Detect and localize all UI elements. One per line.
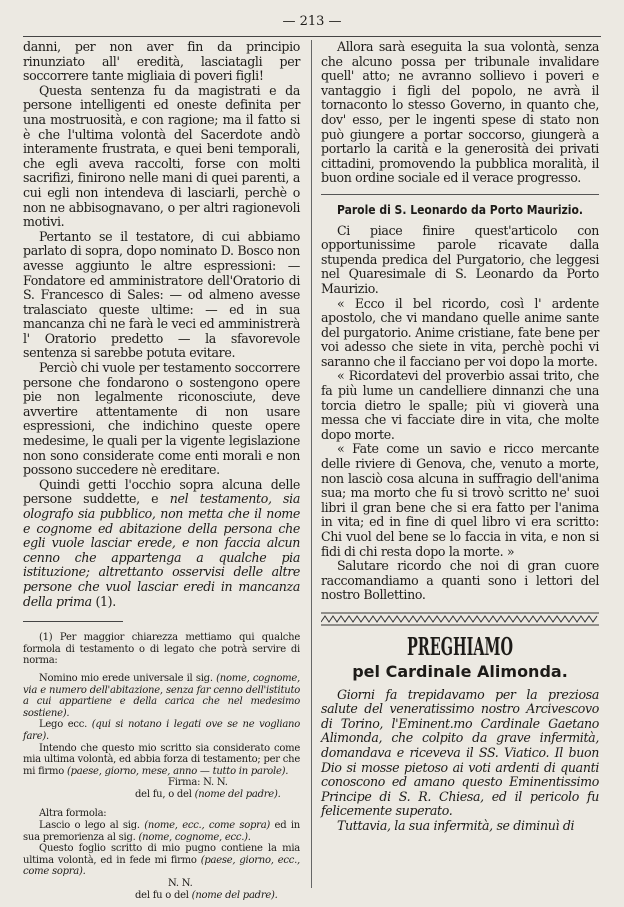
section-heading: Parole di S. Leonardo da Porto Maurizio.	[336, 202, 584, 217]
paragraph: « Ricordatevi del proverbio assai trito, che fa più lume un candelliere dinnanzi che una torcia dietro le spalle; più vi gioverà una messa che vi facciate dire in vita, che molte dopo morte.	[321, 368, 599, 442]
paragraph: « Fate come un savio e ricco mercante delle riviere di Genova, che, venuto a morte, non lasciò cosa alcuna in suffragio dell'anima sua; ma morto che fu si trovò scritto ne' suoi libri il gran bene che si era fatto per l'anima in vita; ed in fine di quel libro vi era scritto: Chi vuol del bene se lo faccia in vita, e non si fidi di chi resta dopo la morte. »	[321, 441, 599, 559]
text-span: Nomino mio erede universale il sig.	[39, 672, 217, 684]
section-rule	[321, 194, 599, 195]
italic-text: (nome, ecc., come sopra)	[144, 820, 271, 832]
header-rule	[23, 36, 601, 37]
formula-line	[23, 719, 300, 742]
italic-text: (nome del padre).	[191, 889, 278, 901]
footnote-ref: (1).	[91, 593, 116, 609]
text-span: Lascio o lego al sig.	[39, 820, 145, 832]
text-span: Quindi getti l'occhio sopra alcuna delle persone suddette, e	[23, 476, 300, 507]
formula-line	[23, 820, 300, 843]
paragraph: Allora sarà eseguita la sua volontà, senza che alcuno possa per tribunale invalidare quell' atto; ne avranno sollievo i poveri e vantaggio i figli del popolo, ne avrà il tornaconto lo stesso Governo, in quanto che, dov' esso, per le ingenti spese di stato non può giungere a portar soccorso, giungerà a portarlo la carità e la generosità dei privati cittadini, promovendo la pubblica moralità, il buon ordine sociale ed il verace progresso.	[321, 39, 599, 186]
right-column	[321, 40, 599, 834]
italic-text: (paese, giorno, mese, anno — tutto in parole).	[66, 765, 289, 777]
paragraph: Giorni fa trepidavamo per la preziosa salute del veneratissimo nostro Arcivescovo di Torino, l'Eminent.mo Cardinale Gaetano Alimonda, che colpito da grave infermità, domandava e riceveva il SS. Viatico. Il buon Dio si mosse pietoso ai voti ardenti di quanti conoscono ed amano questo Eminentissimo Principe di S. R. Chiesa, ed il pericolo fu felicemente superato.	[321, 686, 599, 819]
text-span: del fu o del	[135, 889, 192, 901]
text-span: del fu, o del	[135, 788, 195, 800]
italic-text: (nome, cognome, via e numero dell'abitazione, senza far cenno dell'istituto a cui appartiene e della carica che nel medesimo sostiene).	[23, 672, 300, 719]
paragraph: Questa sentenza fu da magistrati e da persone intelligenti ed oneste definita per una mostruosità, e con ragione; ma il fatto si è che l'ultima volontà del Sacerdote andò interamente frustrata, e quei beni temporali, che egli aveva raccolti, forse con molti sacrifizi, finirono nelle mani di quei parenti, a cui egli non intendeva di lasciarli, perchè o non ne abbisognavano, o per altri ragionevoli motivi.	[23, 82, 300, 230]
paragraph: Perciò chi vuole per testamento soccorrere persone che fondarono o sostengono opere pie non legalmente riconosciute, deve avvertire attentamente di non usare espressioni, che indichino queste opere medesime, le quali per la vigente legislazione non sono considerate come enti morali e non possono succedere nè ereditare.	[23, 360, 300, 478]
paragraph	[23, 478, 300, 609]
formula-line	[23, 843, 300, 878]
paragraph: Tuttavia, la sua infermità, se diminuì di	[337, 817, 575, 833]
italic-text: (nome del padre).	[194, 788, 281, 800]
paragraph: « Ecco il bel ricordo, così l' ardente apostolo, che vi mandano quelle anime sante del purgatorio. Anime cristiane, fate bene per voi adesso che siete in vita, perchè pochi vi saranno che il facciano per voi dopo la morte.	[321, 295, 599, 369]
italic-text: (qui si notano i legati ove se ne vogliano fare).	[23, 719, 300, 742]
italic-text: (nome, cognome, ecc.).	[138, 831, 251, 843]
paragraph: Salutare ricordo che noi di gran cuore raccomandiamo a quanti sono i lettori del nostro Bollettino.	[321, 558, 599, 603]
left-column	[23, 40, 300, 901]
formula-line	[23, 743, 300, 778]
paragraph: danni, per non aver fin da principio rinunziato all' eredità, lasciatagli per soccorrere tante migliaia di poveri figli!	[23, 39, 300, 84]
alt-formula-label: Altra formola:	[39, 808, 107, 820]
paragraph: Pertanto se il testatore, di cui abbiamo parlato di sopra, dopo nominato D. Bosco non avesse aggiunto le altre espressioni: — Fondatore ed amministratore dell'Oratorio di S. Francesco di Sales: — od almeno avesse tralasciato queste ultime: — ed in sua mancanza chi ne farà le veci ed amministrerà l' Oratorio predetto — la sfavorevole sentenza si sarebbe potuta evitare.	[23, 228, 300, 361]
footnote-intro: (1) Per maggior chiarezza mettiamo qui qualche formola di testamento o di legato che potrà servire di norma:	[23, 632, 300, 667]
column-separator	[311, 40, 312, 888]
footnote	[23, 632, 300, 901]
article-title: PREGHIAMO	[406, 632, 514, 661]
article-subtitle: pel Cardinale Alimonda.	[352, 661, 568, 681]
formula-line	[23, 673, 300, 719]
ornamental-divider	[321, 611, 599, 627]
paragraph: Ci piace finire quest'articolo con opportunissime parole ricavate dalla stupenda predica del Purgatorio, che leggesi nel Quaresimale di S. Leonardo da Porto Maurizio.	[321, 222, 599, 296]
signature: N. N.	[168, 878, 193, 890]
text-span: Questo foglio scritto di mio pugno contiene la mia ultima volontà, ed in fede mi firmo	[23, 843, 300, 866]
signature: Firma: N. N.	[168, 777, 228, 789]
text-span: Intendo che questo mio scritto sia considerato come mia ultima volontà, ed abbia forza di testamento; per che mi firmo	[23, 742, 300, 777]
text-span: ed in sua premorienza al sig.	[23, 820, 300, 843]
signature-father	[23, 890, 300, 902]
italic-text: (paese, giorno, ecc., come sopra).	[23, 854, 300, 878]
page-number: — 213 —	[282, 14, 342, 29]
signature-father	[23, 789, 300, 801]
italic-text: nel testamento, sia olografo sia pubblico, non metta che il nome e cognome ed abitazione della persona che egli vuole lasciar erede, e non faccia alcun cenno che appartenga a qualche pia istituzione; altrettanto osservisi delle altre persone che vuol lasciar eredi in mancanza della prima	[23, 491, 300, 609]
text-span: Lego ecc.	[39, 719, 92, 731]
footnote-rule	[23, 621, 123, 622]
